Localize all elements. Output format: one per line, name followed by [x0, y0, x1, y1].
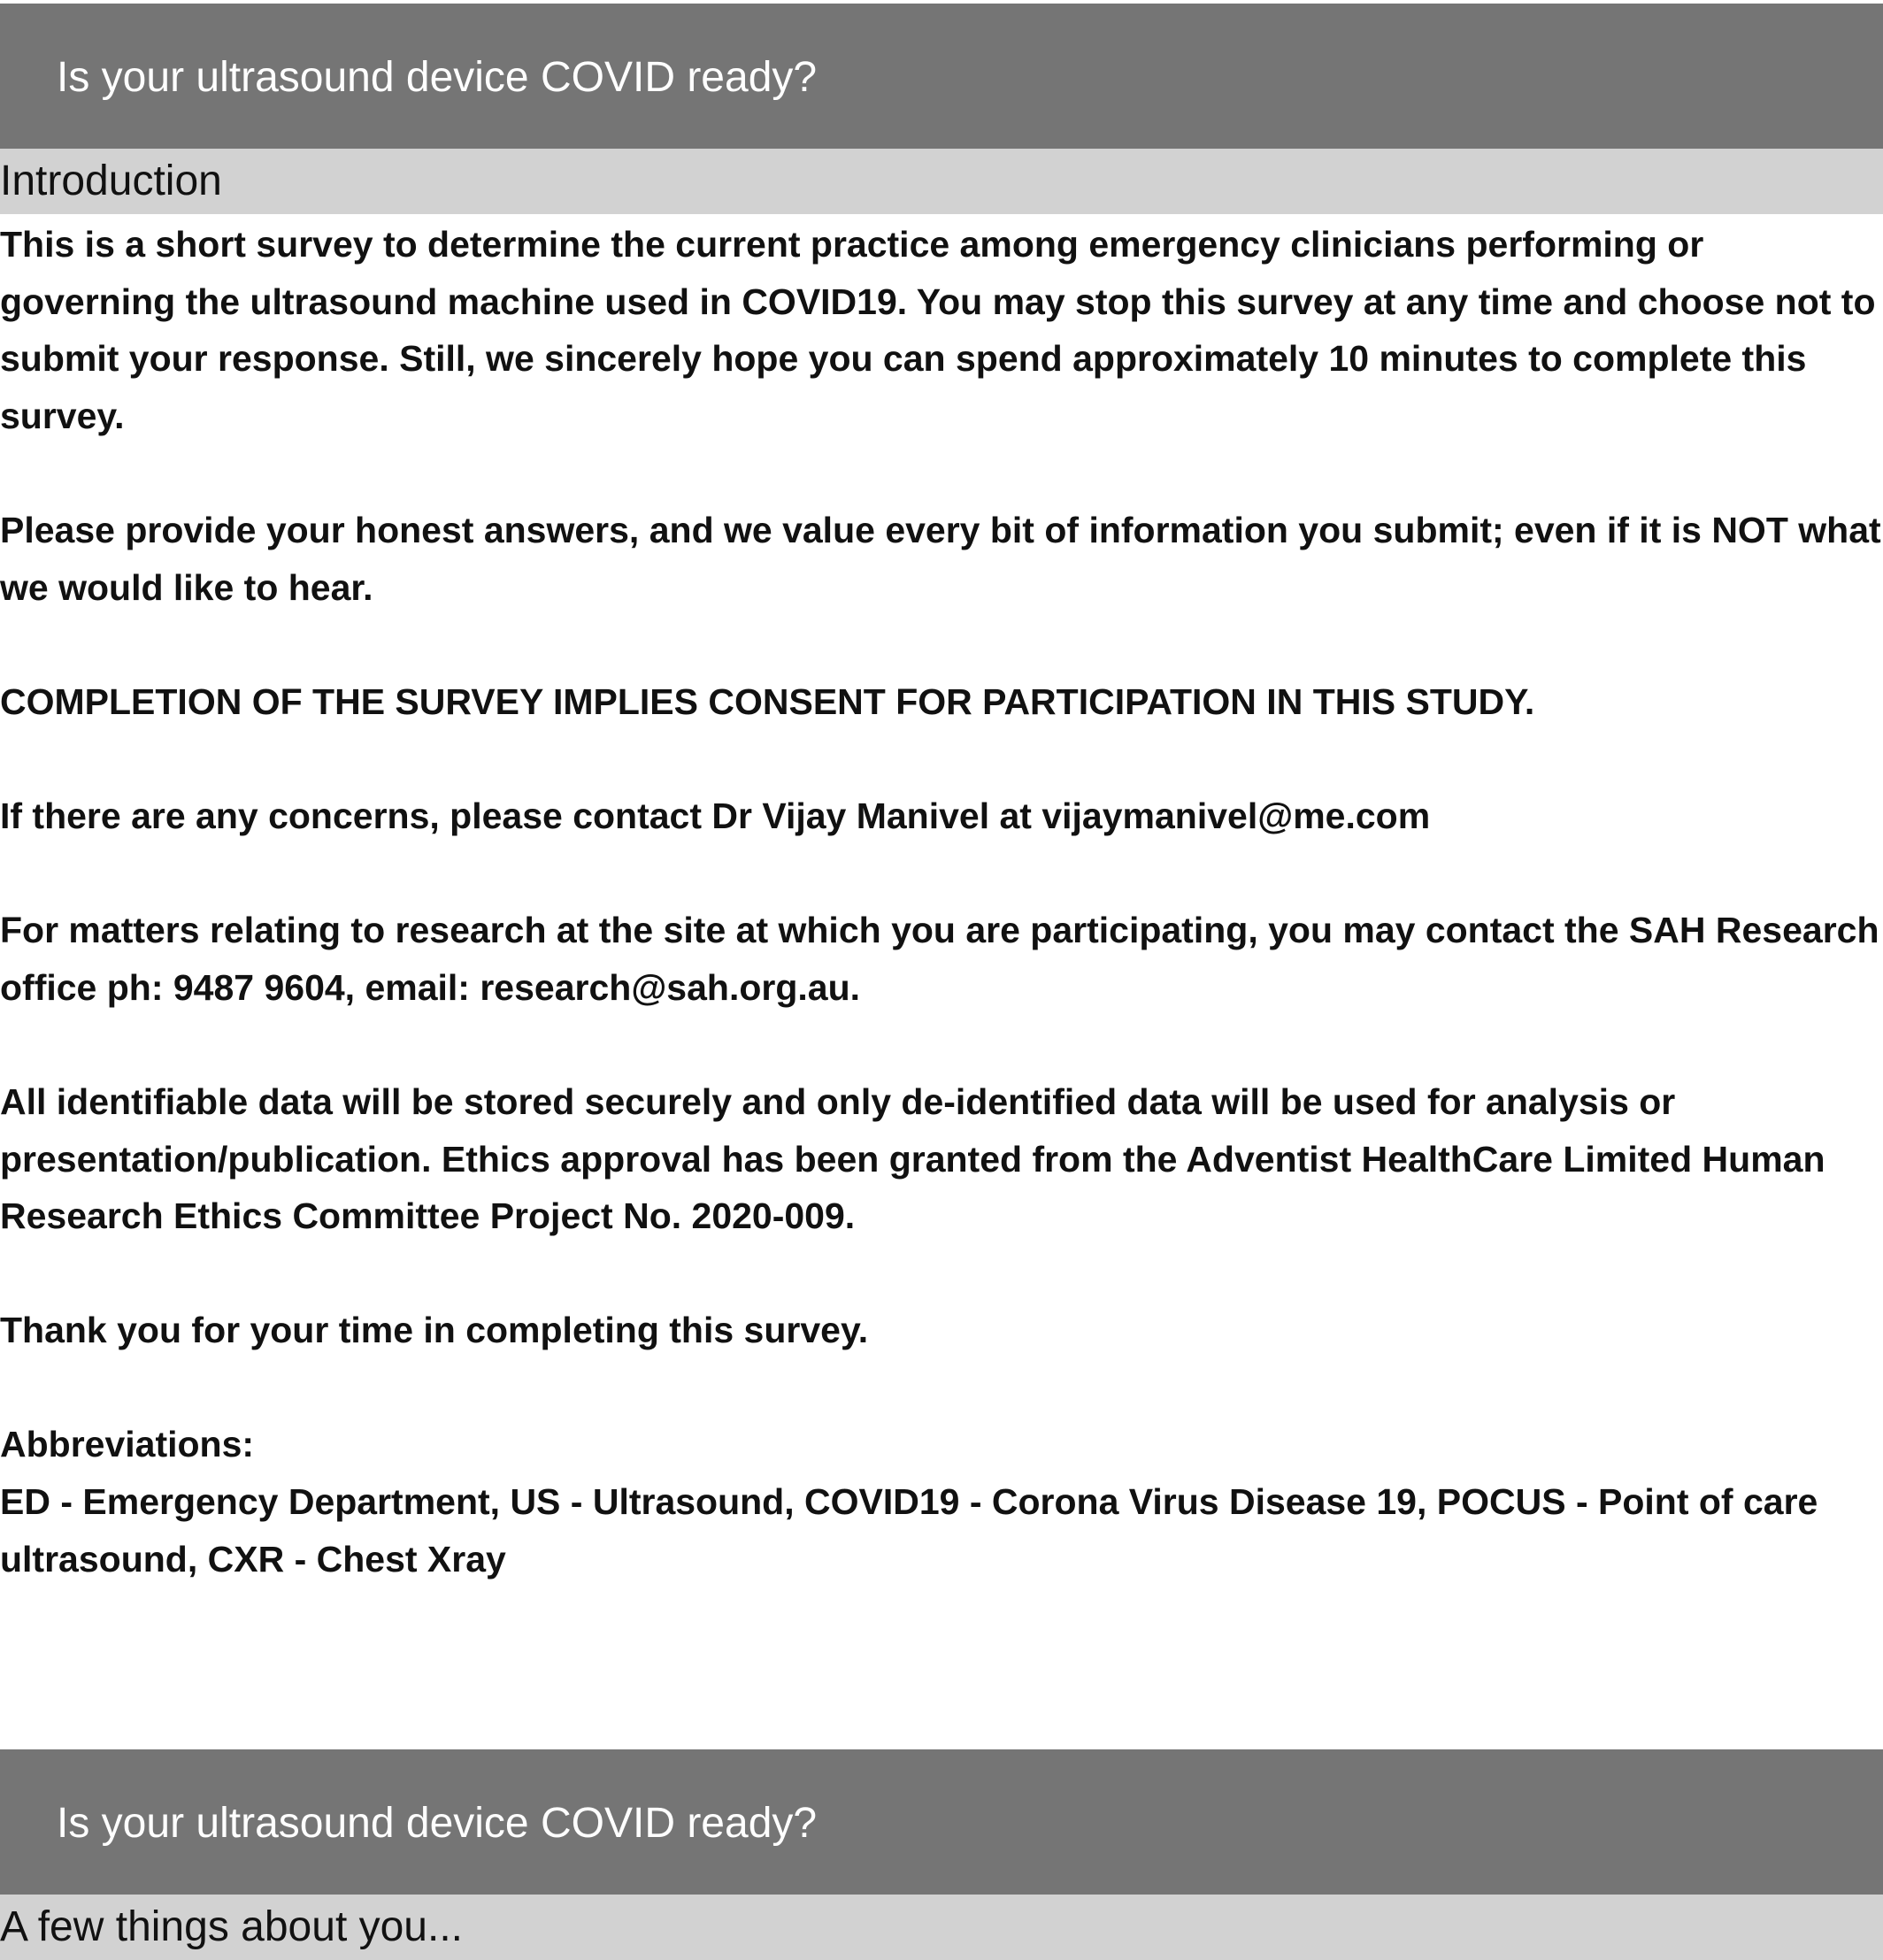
survey-title: Is your ultrasound device COVID ready? [57, 54, 818, 101]
introduction-text [0, 216, 1883, 1587]
consent-statement: COMPLETION OF THE SURVEY IMPLIES CONSENT FOR PARTICIPATION IN THIS STUDY. [0, 680, 1535, 722]
section-title-about-you: A few things about you... [0, 1903, 464, 1950]
section-title-bar [0, 149, 1883, 214]
intro-paragraph: Please provide your honest answers, and we value every bit of information you submit; even if it is NOT what we would like to hear. [0, 509, 1881, 608]
survey-title: Is your ultrasound device COVID ready? [57, 1800, 818, 1847]
intro-paragraph: This is a short survey to determine the current practice among emergency clinicians performing or governing the ultrasound machine used in COVID19. You may stop this survey at any time and choose not to submit your response. Still, we sincerely hope you can spend approximately 10 minutes to complete this survey. [0, 224, 1876, 436]
section-title-bar [0, 1895, 1883, 1960]
abbreviations-heading: Abbreviations: [0, 1424, 255, 1465]
survey-header [0, 4, 1883, 149]
survey-header [0, 1749, 1883, 1895]
thank-you-paragraph: Thank you for your time in completing this survey. [0, 1310, 869, 1351]
section-title-introduction: Introduction [0, 158, 222, 204]
contact-paragraph: If there are any concerns, please contact Dr Vijay Manivel at vijaymanivel@me.com [0, 795, 1431, 836]
research-office-paragraph: For matters relating to research at the site at which you are participating, you may contact the SAH Research office ph: 9487 9604, email: research@sah.org.au. [0, 910, 1879, 1008]
abbreviations-text: ED - Emergency Department, US - Ultrasound, COVID19 - Corona Virus Disease 19, POCUS - Point of care ultrasound, CXR - Chest Xray [0, 1481, 1818, 1580]
ethics-paragraph: All identifiable data will be stored securely and only de-identified data will be used for analysis or presentation/publication. Ethics approval has been granted from the Adventist HealthCare Limited Human Research Ethics Committee Project No. 2020-009. [0, 1080, 1825, 1237]
